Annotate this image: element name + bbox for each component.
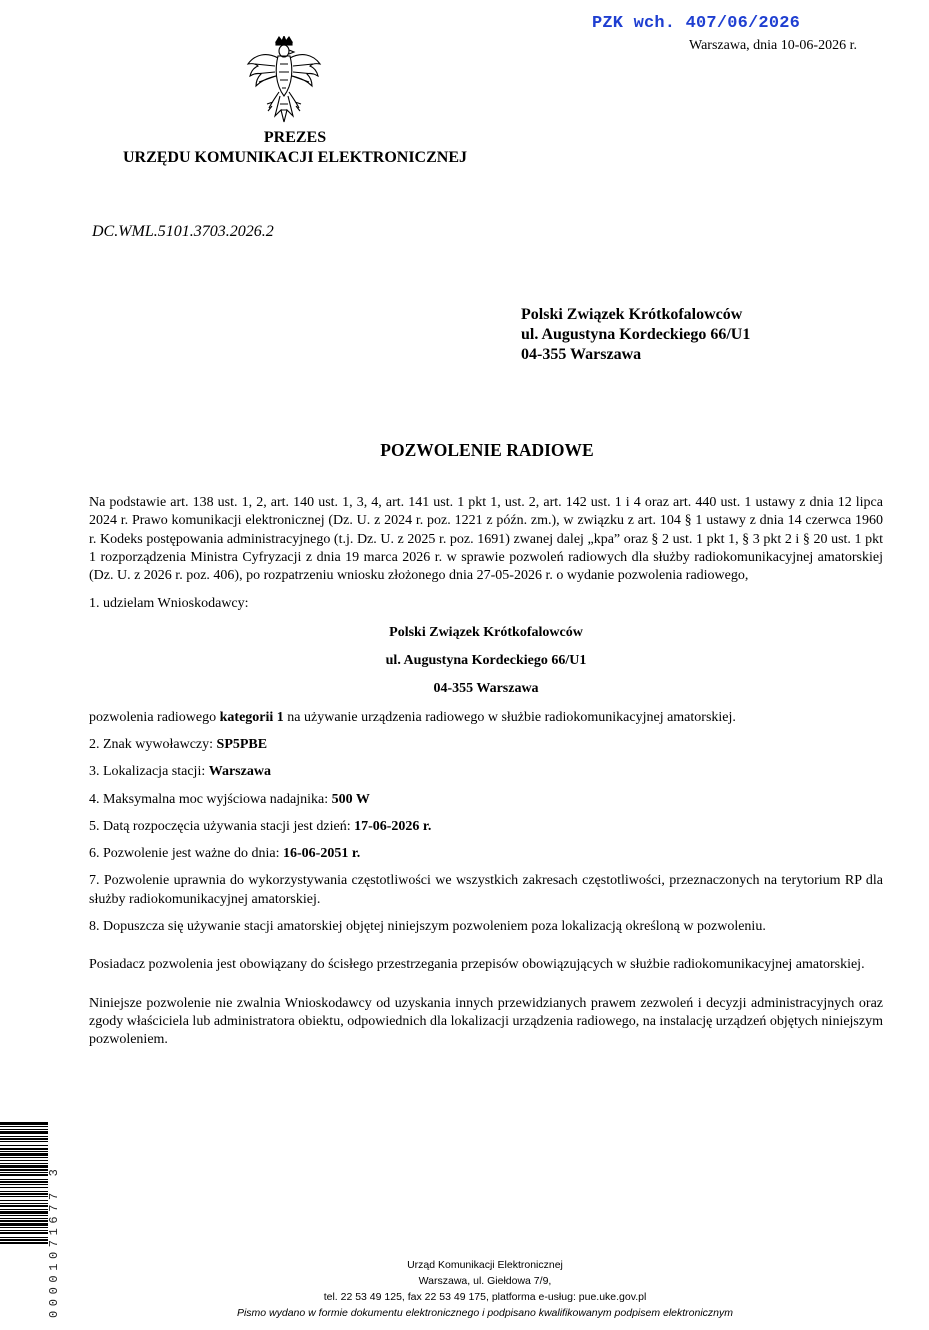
barcode-bar bbox=[0, 1184, 48, 1185]
footer-signature-note: Pismo wydano w formie dokumentu elektronicznego i podpisano kwalifikowanym podpisem elektronicznym bbox=[236, 1307, 734, 1319]
barcode-bar bbox=[0, 1122, 48, 1125]
document-body bbox=[89, 494, 883, 1050]
polish-eagle-emblem bbox=[245, 36, 323, 126]
item-3 bbox=[89, 763, 883, 781]
addressee-name: Polski Związek Krótkofalowców bbox=[521, 306, 743, 323]
barcode-bar bbox=[0, 1187, 48, 1188]
barcode-bar bbox=[0, 1230, 48, 1231]
barcode-bar bbox=[0, 1223, 48, 1226]
item-1-text bbox=[89, 709, 883, 727]
obligation-paragraph: Posiadacz pozwolenia jest obowiązany do ścisłego przestrzegania przepisów obowiązujących w służbie radiokomunikacyjnej amatorskiej. bbox=[89, 957, 865, 973]
barcode-bar bbox=[0, 1211, 48, 1214]
addressee-street: ul. Augustyna Kordeckiego 66/U1 bbox=[521, 326, 751, 343]
item-5-label: 5. Datą rozpoczęcia używania stacji jest dzień: bbox=[89, 818, 355, 834]
barcode-bar bbox=[0, 1160, 48, 1161]
barcode-bar bbox=[0, 1196, 48, 1197]
barcode-bar bbox=[0, 1205, 48, 1207]
footer-contact: tel. 22 53 49 125, fax 22 53 49 175, platforma e-usług: pue.uke.gov.pl bbox=[323, 1291, 647, 1303]
item-2 bbox=[89, 736, 883, 754]
start-date: 17-06-2026 r. bbox=[354, 818, 432, 834]
registration-stamp: PZK wch. 407/06/2026 bbox=[592, 14, 801, 33]
issuer-block bbox=[60, 128, 530, 168]
barcode-bar bbox=[0, 1129, 48, 1130]
item-6-label: 6. Pozwolenie jest ważne do dnia: bbox=[89, 846, 284, 862]
barcode-bar bbox=[0, 1220, 48, 1222]
barcode-bar bbox=[0, 1242, 48, 1244]
item-7: 7. Pozwolenie uprawnia do wykorzystywania częstotliwości we wszystkich zakresach częstotliwości, przeznaczonych na terytorium RP dla służby radiokomunikacyjnej amatorskiej. bbox=[89, 873, 883, 907]
barcode-bar bbox=[0, 1203, 48, 1204]
item-1-intro: 1. udzielam Wnioskodawcy: bbox=[89, 596, 249, 612]
addressee-city: 04-355 Warszawa bbox=[521, 346, 642, 363]
document-title: POZWOLENIE RADIOWE bbox=[380, 440, 594, 460]
barcode bbox=[0, 1122, 48, 1318]
barcode-bar bbox=[0, 1131, 48, 1134]
barcode-bar bbox=[0, 1215, 48, 1216]
valid-until-date: 16-06-2051 r. bbox=[283, 846, 361, 862]
item-4 bbox=[89, 791, 883, 809]
page-footer bbox=[150, 1257, 820, 1321]
barcode-number-holder bbox=[47, 1122, 61, 1318]
item-1-text-after: na używanie urządzenia radiowego w służbie radiokomunikacyjnej amatorskiej. bbox=[283, 709, 736, 725]
item-4-label: 4. Maksymalna moc wyjściowa nadajnika: bbox=[89, 791, 332, 807]
document-date: Warszawa, dnia 10-06-2026 r. bbox=[689, 38, 857, 53]
barcode-bar bbox=[0, 1148, 48, 1150]
barcode-bar bbox=[0, 1174, 48, 1176]
barcode-bar bbox=[0, 1126, 48, 1127]
grantee-city: 04-355 Warszawa bbox=[433, 681, 539, 697]
licence-category: kategorii 1 bbox=[219, 709, 284, 725]
barcode-bar bbox=[0, 1227, 48, 1228]
call-sign: SP5PBE bbox=[216, 736, 268, 752]
grantee-name: Polski Związek Krótkofalowców bbox=[389, 624, 583, 640]
barcode-bar bbox=[0, 1153, 48, 1156]
max-power: 500 W bbox=[331, 791, 370, 807]
addressee-block bbox=[521, 305, 750, 365]
barcode-bar bbox=[0, 1218, 48, 1219]
barcode-bar bbox=[0, 1169, 48, 1171]
issuer-title: PREZES bbox=[263, 129, 327, 146]
item-3-label: 3. Lokalizacja stacji: bbox=[89, 764, 209, 780]
barcode-bar bbox=[0, 1237, 48, 1238]
item-2-label: 2. Znak wywoławczy: bbox=[89, 736, 217, 752]
grantee-street: ul. Augustyna Kordeckiego 66/U1 bbox=[385, 653, 587, 669]
barcode-bar bbox=[0, 1138, 48, 1140]
barcode-bar bbox=[0, 1232, 48, 1234]
station-location: Warszawa bbox=[208, 764, 271, 780]
barcode-bar bbox=[0, 1145, 48, 1146]
footer-office: Urząd Komunikacji Elektronicznej bbox=[407, 1259, 563, 1271]
item-5 bbox=[89, 818, 883, 836]
footer-address: Warszawa, ul. Giełdowa 7/9, bbox=[418, 1275, 552, 1287]
item-1-text-before: pozwolenia radiowego bbox=[89, 709, 220, 725]
barcode-bar bbox=[0, 1151, 48, 1152]
barcode-bar bbox=[0, 1200, 48, 1201]
case-reference: DC.WML.5101.3703.2026.2 bbox=[92, 223, 274, 240]
barcode-bar bbox=[0, 1141, 48, 1142]
barcode-bar bbox=[0, 1157, 48, 1158]
barcode-bar bbox=[0, 1179, 48, 1180]
barcode-number: 00001071677 3 bbox=[47, 1164, 61, 1318]
barcode-bar bbox=[0, 1239, 48, 1241]
issuer-office: URZĘDU KOMUNIKACJI ELEKTRONICZNEJ bbox=[122, 149, 468, 166]
barcode-bar bbox=[0, 1172, 48, 1173]
barcode-bar bbox=[0, 1136, 48, 1137]
legal-basis-paragraph: Na podstawie art. 138 ust. 1, 2, art. 140 ust. 1, 3, 4, art. 141 ust. 1 pkt 1, ust. 2, art. 142 ust. 1 i 4 oraz art. 440 ust. 1 ustawy z dnia 12 lipca 2024 r. Prawo komunikacji elektronicznej (Dz. U. z 2024 r. poz. 1221 z późn. zm.), w związku z art. 104 § 1 ustawy z dnia 14 czerwca 1960 r. Kodeks postępowania administracyjnego (t.j. Dz. U. z 2025 r. poz. 1691) zwanej dalej „kpa” oraz § 2 ust. 1 pkt 1, § 3 pkt 2 i § 20 ust. 1 pkt 1 rozporządzenia Ministra Cyfryzacji z dnia 19 marca 2026 r. w sprawie pozwoleń radiowych dla służby radiokomunikacyjnej amatorskiej (Dz. U. z 2026 r. poz. 406), po rozpatrzeniu wniosku złożonego dnia 27-05-2026 r. o wydanie pozwolenia radiowego, bbox=[89, 495, 883, 584]
disclaimer-paragraph: Niniejsze pozwolenie nie zwalnia Wnioskodawcy od uzyskania innych przewidzianych prawem zezwoleń i decyzji administracyjnych oraz zgody właściciela lub administratora obiektu, odpowiednich dla lokalizacji urządzenia radiowego, na instalację urządzeń objętych niniejszym pozwoleniem. bbox=[89, 995, 883, 1048]
barcode-bar bbox=[0, 1193, 48, 1195]
barcode-bar bbox=[0, 1163, 48, 1164]
barcode-bar bbox=[0, 1209, 48, 1210]
item-8: 8. Dopuszcza się używanie stacji amatorskiej objętej niniejszym pozwoleniem poza lokalizacją określoną w pozwoleniu. bbox=[89, 919, 766, 935]
barcode-bar bbox=[0, 1181, 48, 1183]
barcode-bar bbox=[0, 1191, 48, 1192]
item-6 bbox=[89, 845, 883, 863]
barcode-bar bbox=[0, 1165, 48, 1168]
